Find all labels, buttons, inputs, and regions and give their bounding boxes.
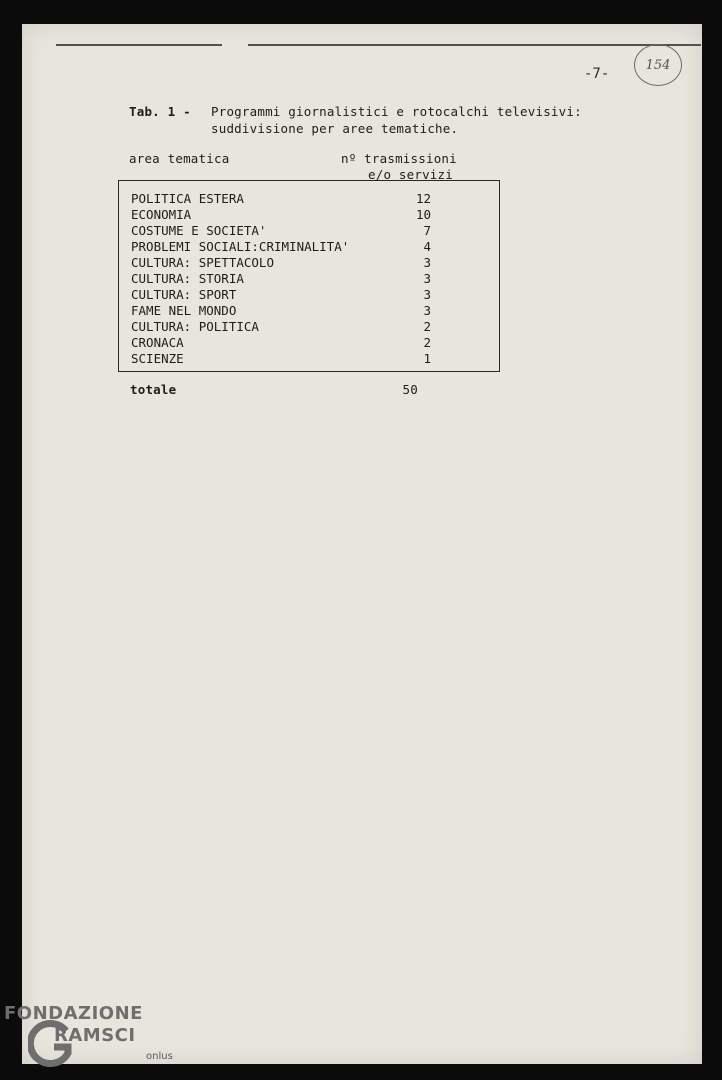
row-label: FAME NEL MONDO <box>131 303 237 318</box>
logo-line1: FONDAZIONE <box>4 1003 143 1024</box>
row-value: 1 <box>423 351 431 366</box>
data-table <box>118 180 500 372</box>
table-caption-line1: Programmi giornalistici e rotocalchi televisivi: <box>211 104 582 119</box>
table-row <box>131 303 491 319</box>
row-label: CULTURA: SPETTACOLO <box>131 255 274 270</box>
row-value: 7 <box>423 223 431 238</box>
row-value: 12 <box>415 191 431 206</box>
row-value: 2 <box>423 335 431 350</box>
table-row <box>131 319 491 335</box>
logo-sub: onlus <box>146 1051 173 1062</box>
row-label: ECONOMIA <box>131 207 192 222</box>
total-label: totale <box>130 382 177 397</box>
row-value: 4 <box>423 239 431 254</box>
table-row <box>131 287 491 303</box>
archive-number-stamp <box>634 44 682 86</box>
table-row <box>131 223 491 239</box>
row-label: CULTURA: SPORT <box>131 287 237 302</box>
top-rule <box>56 44 701 46</box>
row-value: 3 <box>423 255 431 270</box>
top-rule-gap <box>222 42 248 48</box>
table-row <box>131 191 491 207</box>
row-label: CRONACA <box>131 335 184 350</box>
row-value: 3 <box>423 287 431 302</box>
row-label: SCIENZE <box>131 351 184 366</box>
document-page <box>22 24 702 1064</box>
table-caption-label: Tab. 1 - <box>129 104 191 119</box>
table-row <box>131 351 491 367</box>
column-header-count-line2: e/o servizi <box>368 167 453 182</box>
page-number: -7- <box>584 66 610 82</box>
table-row <box>131 207 491 223</box>
logo-line2: RAMSCI <box>54 1025 136 1046</box>
row-label: CULTURA: STORIA <box>131 271 244 286</box>
table-row <box>131 271 491 287</box>
fondazione-gramsci-logo <box>4 1003 184 1073</box>
row-value: 3 <box>423 271 431 286</box>
table-row <box>131 255 491 271</box>
row-label: PROBLEMI SOCIALI:CRIMINALITA' <box>131 239 350 254</box>
row-label: CULTURA: POLITICA <box>131 319 259 334</box>
archive-number: 154 <box>645 57 671 73</box>
column-header-area: area tematica <box>129 151 230 166</box>
column-header-count-line1: nº trasmissioni <box>341 151 457 166</box>
table-caption-line2: suddivisione per aree tematiche. <box>211 121 459 136</box>
row-label: COSTUME E SOCIETA' <box>131 223 267 238</box>
row-value: 3 <box>423 303 431 318</box>
row-value: 10 <box>415 207 431 222</box>
row-value: 2 <box>423 319 431 334</box>
total-value: 50 <box>402 382 418 397</box>
table-row <box>131 335 491 351</box>
table-row <box>131 239 491 255</box>
row-label: POLITICA ESTERA <box>131 191 244 206</box>
